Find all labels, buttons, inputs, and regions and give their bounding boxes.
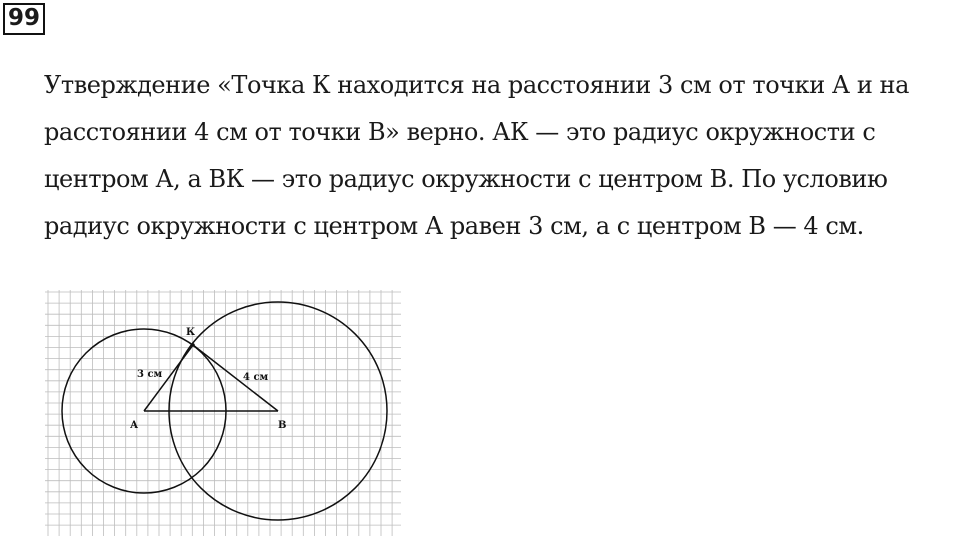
segment-label-ak: 3 см bbox=[137, 369, 163, 380]
solution-line-2: расстоянии 4 см от точки В» верно. АК — это радиус окружности с bbox=[44, 118, 876, 146]
solution-line-4: радиус окружности с центром А равен 3 см, а с центром В — 4 см. bbox=[44, 212, 864, 240]
point-k-dot bbox=[191, 343, 195, 347]
point-label-b: В bbox=[278, 420, 287, 431]
circles-diagram bbox=[45, 290, 401, 536]
point-label-a: А bbox=[130, 420, 139, 431]
segment-label-bk: 4 см bbox=[243, 372, 269, 383]
solution-line-1: Утверждение «Точка К находится на расстоянии 3 см от точки А и на bbox=[44, 71, 909, 99]
solution-line-3: центром А, а ВК — это радиус окружности с центром В. По условию bbox=[44, 165, 888, 193]
solution-text bbox=[44, 62, 954, 250]
geometry-figure bbox=[45, 290, 401, 536]
point-label-k: К bbox=[186, 327, 196, 338]
problem-number: 99 bbox=[3, 3, 45, 35]
